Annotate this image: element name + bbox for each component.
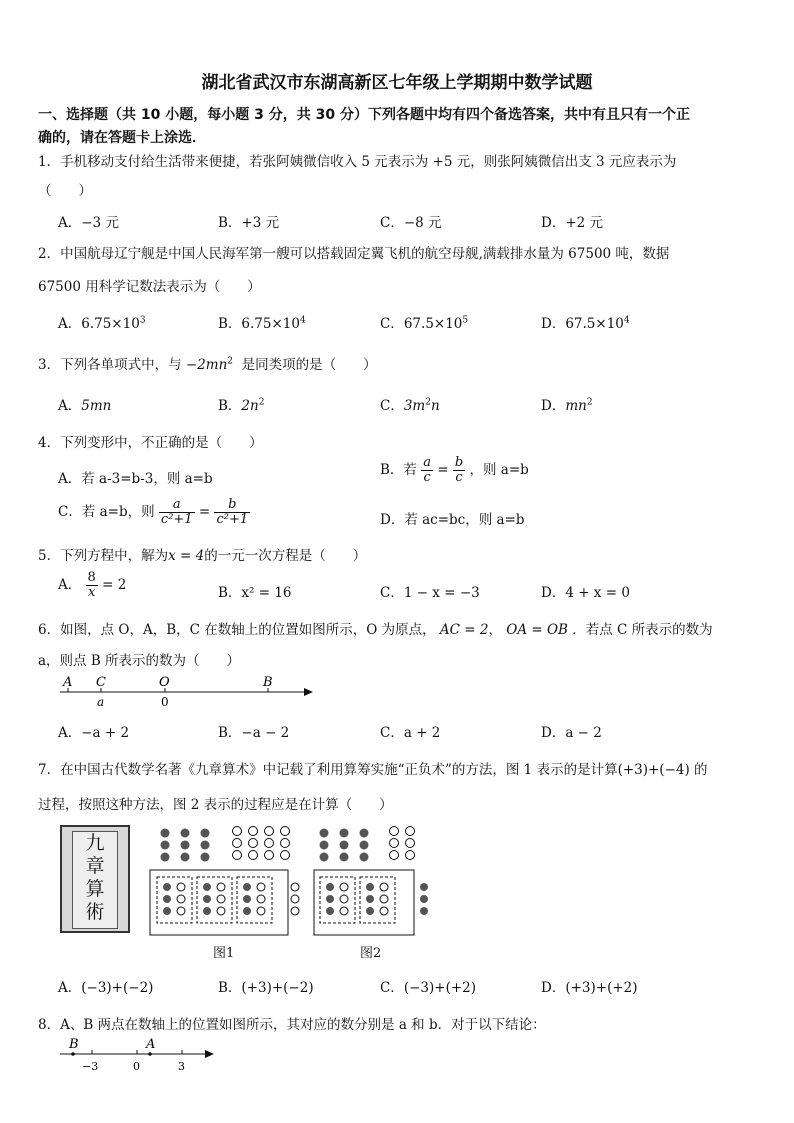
fig2-pair-box-2 [360,877,395,923]
q2-option-a: A．$6.75\times 10^3$ [58,315,146,332]
q7-option-c: C．(−3)+(+2) [380,980,477,996]
q6-sub-a: a [97,695,105,709]
q3-option-d: D．$mn^2$ [541,397,593,414]
q6-number-line [55,672,320,712]
q7-option-a: A．(−3)+(−2) [58,980,154,996]
q1-option-c: C．−8 元 [380,215,442,231]
question-3-text: 3．下列各单项式中，与 $-2mn^2$ 是同类项的是（ ） [38,356,377,373]
q8-point-b [71,1052,75,1056]
figure-2-caption: 图2 [360,946,382,961]
q6-label-b: B [263,675,273,690]
q5-option-a: A． $\frac{8}{x}$ = 2 [58,570,127,600]
q1-option-b: B．+3 元 [218,215,280,231]
jiuzhang-suanshu-book-image [60,825,130,933]
question-2-text-line2: 67500 用科学记数法表示为（ ） [38,279,261,295]
fig1-positive-dots [161,829,210,862]
q2-option-d: D．$67.5\times 10^4$ [541,315,630,332]
q1-option-d: D．+2 元 [541,215,604,231]
q7-option-b: B．(+3)+(−2) [218,980,314,996]
q3-option-a: A．5mn [58,398,112,414]
book-char-4: 術 [85,901,105,923]
question-6-text-line2: a，则点 B 所表示的数为（ ） [38,653,241,669]
section-heading-line2: 确的，请在答题卡上涂选． [38,130,206,146]
question-7-text-line1: 7．在中国古代数学名著《九章算术》中记载了利用算筹实施“正负术”的方法，图 1 表示的是计算(+3)+(−4) 的 [38,762,708,778]
question-7-text-line2: 过程，按照这种方法，图 2 表示的过程应是在计算（ ） [38,797,393,813]
fig1-pair-dots [163,883,299,915]
q5-option-b: B．x² = 16 [218,585,292,601]
q4-option-b: B．若 $\frac{a}{c}$ = $\frac{b}{c}$ ，则 a=b [380,455,529,485]
question-5-text: 5．下列方程中，解为x = 4的一元一次方程是（ ） [38,548,367,564]
q8-number-line [58,1036,223,1076]
q5-option-c: C．1 − x = −3 [380,585,480,601]
q8-label-b: B [69,1037,79,1052]
q6-label-o: O [159,675,170,690]
q3-option-c: C．$3m^2n$ [380,397,440,414]
book-char-2: 章 [85,855,105,877]
figure-1-counting-rods [145,825,305,937]
q6-sub-zero: 0 [161,695,169,709]
question-8-text: 8．A、B 两点在数轴上的位置如图所示，其对应的数分别是 a 和 b．对于以下结论： [38,1017,546,1033]
q8-axis-arrow [205,1050,214,1058]
q8-label-a: A [146,1037,156,1052]
fig1-pair-box-1 [157,877,192,923]
question-4-text: 4．下列变形中，不正确的是（ ） [38,435,263,451]
q6-option-b: B．−a − 2 [218,725,290,741]
figure-2-counting-rods [310,825,440,937]
q1-option-a: A．−3 元 [58,215,119,231]
question-2-text-line1: 2．中国航母辽宁舰是中国人民海军第一艘可以搭载固定翼飞机的航空母舰,满载排水量为 67500 吨，数据 [38,246,670,262]
q5-option-d: D．4 + x = 0 [541,585,630,601]
section-heading-line1: 一、选择题（共 10 小题，每小题 3 分，共 30 分）下列各题中均有四个备选答案，共中有且只有一个正 [38,107,690,123]
book-char-3: 算 [85,878,105,900]
q3-option-b: B．$2n^2$ [218,397,265,414]
q6-option-a: A．−a + 2 [58,725,130,741]
fig2-positive-dots [320,829,369,862]
fig2-pair-dots [326,883,428,915]
book-char-1: 九 [85,832,105,854]
q4-option-c: C．若 a=b，则 $\frac{a}{\text{c²+1}}$ = $\frac{b}{\text{c²+1}}$ [58,497,249,527]
q6-option-d: D．a − 2 [541,725,602,741]
q6-label-c: C [96,675,106,690]
question-1-text: 1．手机移动支付给生活带来便捷，若张阿姨微信收入 5 元表示为 +5 元，则张阿姨微信出支 3 元应表示为 [38,154,677,170]
q6-option-c: C．a + 2 [380,725,441,741]
question-1-blank: （ ） [38,183,92,199]
q6-label-a: A [63,675,73,690]
fig1-pair-box-3 [237,877,272,923]
q2-option-c: C．$67.5\times 10^5$ [380,315,469,332]
question-6-text-line1: 6．如图，点 O，A，B，C 在数轴上的位置如图所示，O 为原点， AC = 2， OA = OB ．若点 C 所表示的数为 [38,622,713,638]
q8-point-a [148,1052,152,1056]
fig2-negative-dots [390,827,415,860]
q8-tick-label-neg3: −3 [82,1060,99,1073]
q4-option-a: A．若 a-3=b-3，则 a=b [58,471,213,487]
fig1-negative-dots [233,827,290,860]
q8-tick-label-0: 0 [133,1060,140,1073]
q2-option-b: B．$6.75\times 10^4$ [218,315,306,332]
page-title: 湖北省武汉市东湖高新区七年级上学期期中数学试题 [201,73,593,93]
q8-tick-label-3: 3 [178,1060,185,1073]
q7-option-d: D．(+3)+(+2) [541,980,638,996]
fig1-pair-box-2 [197,877,232,923]
fig2-pair-box-1 [320,877,355,923]
q6-axis-arrow [304,688,313,696]
q4-option-d: D．若 ac=bc，则 a=b [380,512,525,528]
figure-1-caption: 图1 [213,946,235,961]
